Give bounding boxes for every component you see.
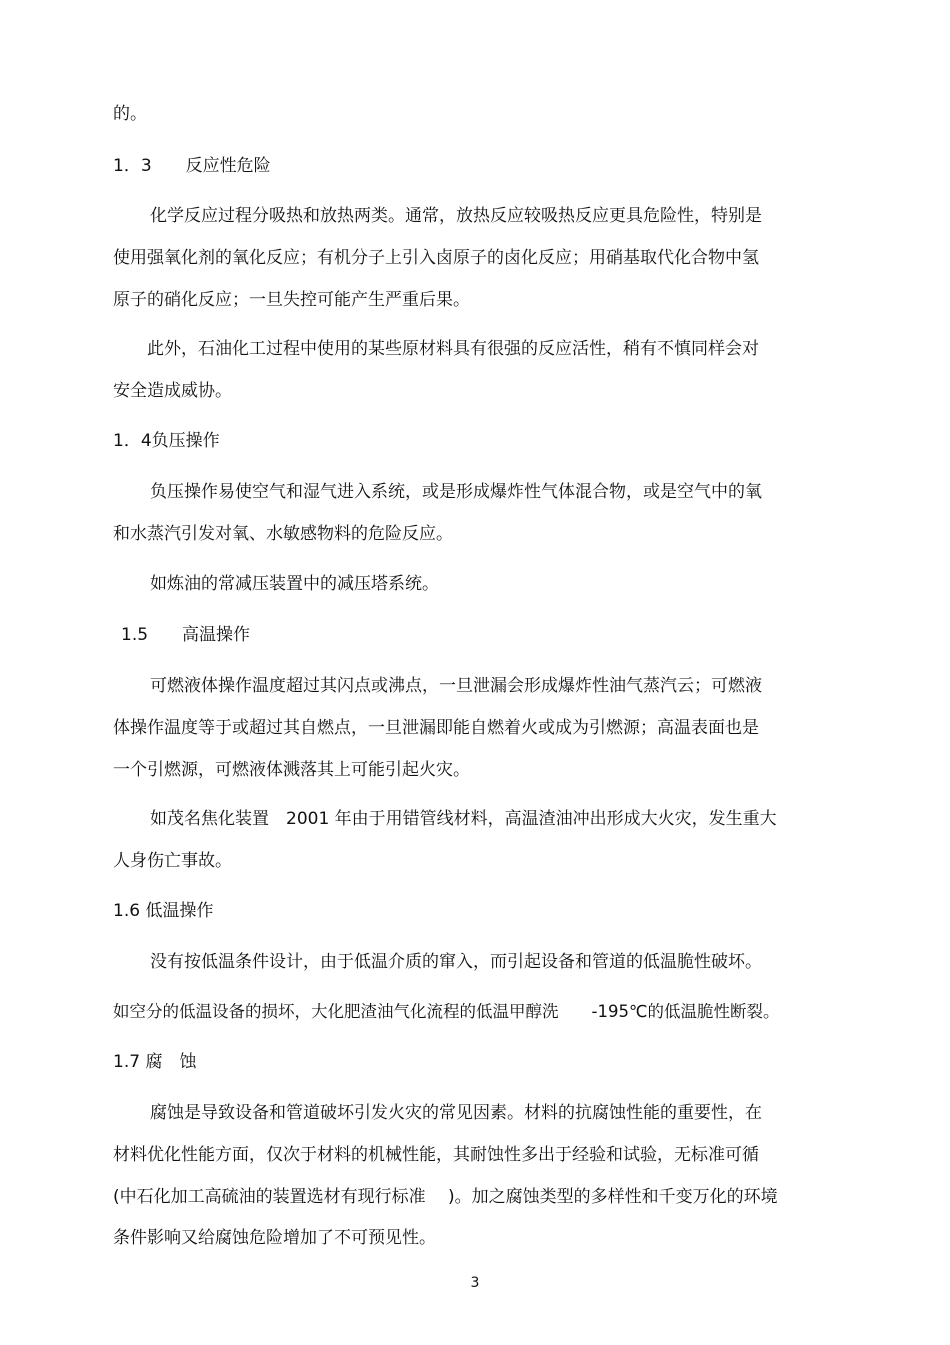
- text-line: 体操作温度等于或超过其自燃点，一旦泄漏即能自燃着火或成为引燃源；高温表面也是: [113, 718, 759, 738]
- text-line: 安全造成威协。: [113, 381, 232, 401]
- text-line: 如茂名焦化装置 2001 年由于用错管线材料，高温渣油冲出形成大火灾，发生重大: [150, 809, 777, 829]
- section-heading: 1．3 反应性危险: [113, 156, 271, 176]
- section-heading: 1.6 低温操作: [113, 901, 214, 921]
- text-line: 材料优化性能方面，仅次于材料的机械性能，其耐蚀性多出于经验和试验，无标准可循: [113, 1145, 759, 1165]
- text-line: 如炼油的常减压装置中的减压塔系统。: [150, 574, 439, 594]
- page-number: 3: [470, 1275, 480, 1291]
- text-line: 如空分的低温设备的损坏，大化肥渣油气化流程的低温甲醇洗 -195℃的低温脆性断裂。: [113, 1002, 780, 1021]
- text-line: 和水蒸汽引发对氧、水敏感物料的危险反应。: [113, 524, 453, 544]
- section-heading: 1.7 腐 蚀: [113, 1052, 197, 1072]
- text-line: 此外，石油化工过程中使用的某些原材料具有很强的反应活性，稍有不慎同样会对: [147, 339, 759, 359]
- section-heading: 1.5 高温操作: [121, 625, 251, 645]
- text-line: 使用强氧化剂的氧化反应；有机分子上引入卤原子的卤化反应；用硝基取代化合物中氢: [113, 248, 759, 268]
- text-line: 没有按低温条件设计，由于低温介质的窜入，而引起设备和管道的低温脆性破坏。: [150, 952, 762, 972]
- text-line: 原子的硝化反应；一旦失控可能产生严重后果。: [113, 290, 470, 310]
- text-line: 条件影响又给腐蚀危险增加了不可预见性。: [113, 1228, 436, 1248]
- section-heading: 1．4负压操作: [113, 431, 220, 451]
- text-line: 可燃液体操作温度超过其闪点或沸点，一旦泄漏会形成爆炸性油气蒸汽云；可燃液: [150, 676, 762, 696]
- text-line: (中石化加工高硫油的装置选材有现行标准 )。加之腐蚀类型的多样性和千变万化的环境: [113, 1187, 778, 1207]
- text-line: 的。: [113, 104, 147, 124]
- text-line: 化学反应过程分吸热和放热两类。通常，放热反应较吸热反应更具危险性，特别是: [150, 206, 762, 226]
- text-line: 人身伤亡事故。: [113, 851, 232, 871]
- text-line: 负压操作易使空气和湿气进入系统，或是形成爆炸性气体混合物，或是空气中的氧: [150, 482, 762, 502]
- text-line: 腐蚀是导致设备和管道破坏引发火灾的常见因素。材料的抗腐蚀性能的重要性，在: [150, 1103, 762, 1123]
- text-line: 一个引燃源，可燃液体溅落其上可能引起火灾。: [113, 760, 470, 780]
